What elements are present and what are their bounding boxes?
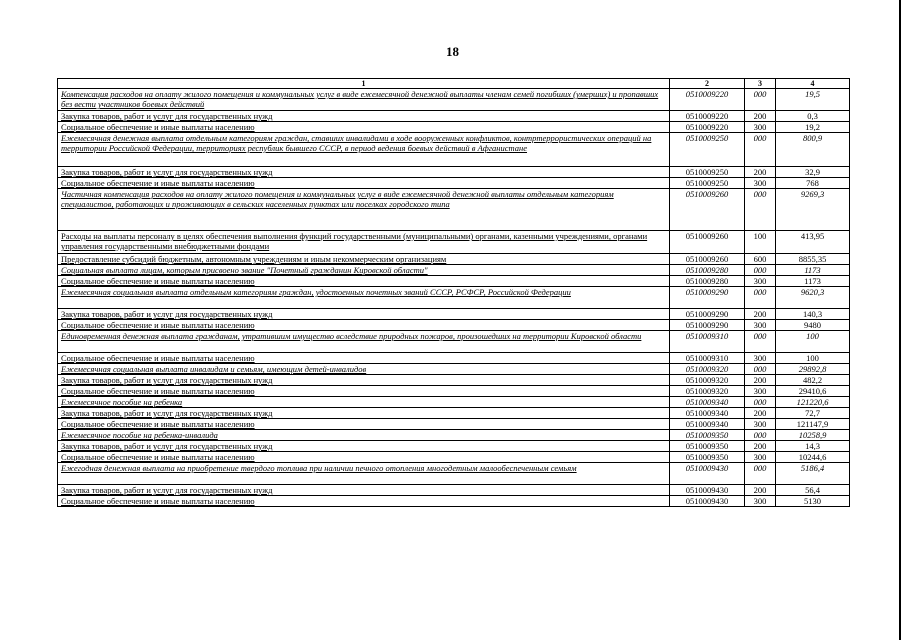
table-row bbox=[58, 287, 850, 309]
row-name-cell bbox=[58, 167, 670, 178]
row-csr-code: 0510009250 bbox=[670, 133, 745, 167]
row-csr-code: 0510009310 bbox=[670, 353, 745, 364]
row-vr-code: 200 bbox=[745, 167, 776, 178]
row-csr-code: 0510009430 bbox=[670, 485, 745, 496]
row-name-cell bbox=[58, 441, 670, 452]
row-vr-code: 000 bbox=[745, 430, 776, 441]
row-csr-code: 0510009220 bbox=[670, 122, 745, 133]
row-csr-code: 0510009290 bbox=[670, 287, 745, 309]
row-name-cell bbox=[58, 331, 670, 353]
row-sum: 8855,35 bbox=[776, 254, 850, 265]
table-row bbox=[58, 452, 850, 463]
table-row bbox=[58, 331, 850, 353]
table-row bbox=[58, 496, 850, 507]
row-name: Социальное обеспечение и иные выплаты населению bbox=[61, 353, 255, 363]
table-row bbox=[58, 111, 850, 122]
row-csr-code: 0510009350 bbox=[670, 441, 745, 452]
row-name-cell bbox=[58, 111, 670, 122]
row-sum: 10244,6 bbox=[776, 452, 850, 463]
row-name-cell bbox=[58, 265, 670, 276]
row-name-cell bbox=[58, 133, 670, 167]
row-name-cell bbox=[58, 353, 670, 364]
row-vr-code: 000 bbox=[745, 364, 776, 375]
row-csr-code: 0510009290 bbox=[670, 320, 745, 331]
row-sum: 100 bbox=[776, 353, 850, 364]
row-name: Закупка товаров, работ и услуг для государственных нужд bbox=[61, 485, 273, 495]
table-row bbox=[58, 309, 850, 320]
table-row bbox=[58, 89, 850, 111]
row-vr-code: 200 bbox=[745, 441, 776, 452]
column-header-sum: 4 bbox=[776, 79, 850, 89]
row-name: Ежемесячное пособие на ребенка bbox=[61, 397, 183, 407]
row-name: Ежемесячное пособие на ребенка-инвалида bbox=[61, 430, 218, 440]
row-name: Социальное обеспечение и иные выплаты населению bbox=[61, 386, 255, 396]
row-name: Социальное обеспечение и иные выплаты населению bbox=[61, 496, 255, 506]
row-vr-code: 300 bbox=[745, 386, 776, 397]
row-csr-code: 0510009430 bbox=[670, 496, 745, 507]
row-name: Расходы на выплаты персоналу в целях обеспечения выполнения функций государственными (муниципальными) органами, казенными учреждениями, органами управления государственными внебюджетными фондами bbox=[61, 231, 648, 251]
row-csr-code: 0510009340 bbox=[670, 419, 745, 430]
row-sum: 413,95 bbox=[776, 231, 850, 254]
row-name-cell bbox=[58, 276, 670, 287]
row-name: Закупка товаров, работ и услуг для государственных нужд bbox=[61, 408, 273, 418]
table-row bbox=[58, 375, 850, 386]
row-sum: 29892,8 bbox=[776, 364, 850, 375]
row-vr-code: 200 bbox=[745, 111, 776, 122]
row-vr-code: 200 bbox=[745, 485, 776, 496]
row-vr-code: 600 bbox=[745, 254, 776, 265]
row-sum: 100 bbox=[776, 331, 850, 353]
row-vr-code: 200 bbox=[745, 309, 776, 320]
row-name: Закупка товаров, работ и услуг для государственных нужд bbox=[61, 375, 273, 385]
row-name: Социальная выплата лицам, которым присвоено звание "Почетный гражданин Кировской области" bbox=[61, 265, 428, 275]
row-name-cell bbox=[58, 178, 670, 189]
row-name: Предоставление субсидий бюджетным, автономным учреждениям и иным некоммерческим организациям bbox=[61, 254, 447, 264]
column-header-name: 1 bbox=[58, 79, 670, 89]
row-name-cell bbox=[58, 231, 670, 254]
table-header-row bbox=[58, 79, 850, 89]
row-vr-code: 300 bbox=[745, 122, 776, 133]
table-row bbox=[58, 320, 850, 331]
row-name: Социальное обеспечение и иные выплаты населению bbox=[61, 276, 255, 286]
row-csr-code: 0510009350 bbox=[670, 452, 745, 463]
table-row bbox=[58, 419, 850, 430]
row-sum: 10258,9 bbox=[776, 430, 850, 441]
row-vr-code: 000 bbox=[745, 463, 776, 485]
row-csr-code: 0510009320 bbox=[670, 386, 745, 397]
row-name-cell bbox=[58, 463, 670, 485]
row-csr-code: 0510009340 bbox=[670, 408, 745, 419]
column-header-vr: 3 bbox=[745, 79, 776, 89]
column-header-csr: 2 bbox=[670, 79, 745, 89]
table-row bbox=[58, 265, 850, 276]
row-csr-code: 0510009320 bbox=[670, 364, 745, 375]
row-sum: 768 bbox=[776, 178, 850, 189]
row-sum: 9269,3 bbox=[776, 189, 850, 231]
table-row bbox=[58, 364, 850, 375]
table-body bbox=[58, 89, 850, 507]
row-vr-code: 300 bbox=[745, 320, 776, 331]
row-name: Ежемесячная социальная выплата отдельным категориям граждан, удостоенных почетных званий СССР, РСФСР, Российской Федерации bbox=[61, 287, 571, 297]
row-vr-code: 100 bbox=[745, 231, 776, 254]
page-edge-line bbox=[899, 0, 901, 640]
row-name-cell bbox=[58, 287, 670, 309]
row-vr-code: 300 bbox=[745, 496, 776, 507]
row-sum: 1173 bbox=[776, 265, 850, 276]
table-row bbox=[58, 353, 850, 364]
row-csr-code: 0510009340 bbox=[670, 397, 745, 408]
row-name: Ежегодная денежная выплата на приобретение твердого топлива при наличии печного отопления многодетным малообеспеченным семьям bbox=[61, 463, 577, 473]
row-name-cell bbox=[58, 309, 670, 320]
row-sum: 121147,9 bbox=[776, 419, 850, 430]
row-sum: 800,9 bbox=[776, 133, 850, 167]
row-csr-code: 0510009220 bbox=[670, 111, 745, 122]
row-csr-code: 0510009250 bbox=[670, 167, 745, 178]
row-csr-code: 0510009280 bbox=[670, 265, 745, 276]
row-name-cell bbox=[58, 397, 670, 408]
row-name-cell bbox=[58, 189, 670, 231]
row-name: Компенсация расходов на оплату жилого помещения и коммунальных услуг в виде ежемесячной денежной выплаты членам семей погибших (умерших) и пропавших без вести участников боевых действий bbox=[61, 89, 659, 109]
row-name-cell bbox=[58, 375, 670, 386]
table-row bbox=[58, 430, 850, 441]
row-name: Социальное обеспечение и иные выплаты населению bbox=[61, 452, 255, 462]
row-csr-code: 0510009250 bbox=[670, 178, 745, 189]
row-csr-code: 0510009350 bbox=[670, 430, 745, 441]
table-row bbox=[58, 397, 850, 408]
row-name-cell bbox=[58, 122, 670, 133]
row-name: Социальное обеспечение и иные выплаты населению bbox=[61, 122, 255, 132]
row-name-cell bbox=[58, 89, 670, 111]
row-name: Частичная компенсация расходов на оплату жилого помещения и коммунальных услуг в виде ежемесячной денежной выплаты отдельным категориям специалистов, работающих и проживающих в сельских населенных пунктах или поселках городского типа bbox=[61, 189, 614, 209]
row-name-cell bbox=[58, 496, 670, 507]
row-name: Социальное обеспечение и иные выплаты населению bbox=[61, 178, 255, 188]
row-vr-code: 000 bbox=[745, 89, 776, 111]
row-vr-code: 000 bbox=[745, 287, 776, 309]
table-row bbox=[58, 441, 850, 452]
table-row bbox=[58, 189, 850, 231]
row-sum: 0,3 bbox=[776, 111, 850, 122]
table-row bbox=[58, 463, 850, 485]
table-row bbox=[58, 254, 850, 265]
row-vr-code: 000 bbox=[745, 397, 776, 408]
row-vr-code: 300 bbox=[745, 419, 776, 430]
row-name: Ежемесячная социальная выплата инвалидам и семьям, имеющим детей-инвалидов bbox=[61, 364, 367, 374]
row-sum: 19,2 bbox=[776, 122, 850, 133]
table-row bbox=[58, 167, 850, 178]
row-sum: 32,9 bbox=[776, 167, 850, 178]
row-name-cell bbox=[58, 452, 670, 463]
row-csr-code: 0510009260 bbox=[670, 231, 745, 254]
row-name: Социальное обеспечение и иные выплаты населению bbox=[61, 419, 255, 429]
row-sum: 19,5 bbox=[776, 89, 850, 111]
table-row bbox=[58, 178, 850, 189]
row-sum: 56,4 bbox=[776, 485, 850, 496]
row-csr-code: 0510009220 bbox=[670, 89, 745, 111]
row-vr-code: 300 bbox=[745, 452, 776, 463]
row-csr-code: 0510009320 bbox=[670, 375, 745, 386]
row-csr-code: 0510009290 bbox=[670, 309, 745, 320]
row-sum: 9480 bbox=[776, 320, 850, 331]
row-vr-code: 300 bbox=[745, 178, 776, 189]
row-name-cell bbox=[58, 408, 670, 419]
row-name-cell bbox=[58, 386, 670, 397]
row-vr-code: 300 bbox=[745, 353, 776, 364]
row-vr-code: 300 bbox=[745, 276, 776, 287]
table-row bbox=[58, 408, 850, 419]
table-row bbox=[58, 122, 850, 133]
row-vr-code: 200 bbox=[745, 408, 776, 419]
row-name-cell bbox=[58, 485, 670, 496]
row-name-cell bbox=[58, 364, 670, 375]
row-sum: 14,3 bbox=[776, 441, 850, 452]
row-sum: 5186,4 bbox=[776, 463, 850, 485]
row-csr-code: 0510009260 bbox=[670, 189, 745, 231]
row-name: Закупка товаров, работ и услуг для государственных нужд bbox=[61, 441, 273, 451]
row-sum: 9620,3 bbox=[776, 287, 850, 309]
row-vr-code: 000 bbox=[745, 133, 776, 167]
table-row bbox=[58, 231, 850, 254]
row-vr-code: 000 bbox=[745, 189, 776, 231]
row-csr-code: 0510009280 bbox=[670, 276, 745, 287]
row-name: Ежемесячная денежная выплата отдельным категориям граждан, ставших инвалидами в ходе вооруженных конфликтов, контртеррористических операций на территории Российской Федерации, территориях республик бывшего СССР, в период ведения боевых действий в Афганистане bbox=[61, 133, 652, 153]
row-csr-code: 0510009310 bbox=[670, 331, 745, 353]
row-name-cell bbox=[58, 254, 670, 265]
page-number: 18 bbox=[446, 44, 459, 59]
row-name: Закупка товаров, работ и услуг для государственных нужд bbox=[61, 167, 273, 177]
row-name: Закупка товаров, работ и услуг для государственных нужд bbox=[61, 309, 273, 319]
row-vr-code: 000 bbox=[745, 265, 776, 276]
row-name: Закупка товаров, работ и услуг для государственных нужд bbox=[61, 111, 273, 121]
row-csr-code: 0510009260 bbox=[670, 254, 745, 265]
row-name-cell bbox=[58, 419, 670, 430]
row-name: Единовременная денежная выплата гражданам, утратившим имущество вследствие природных пожаров, произошедших на территории Кировской области bbox=[61, 331, 642, 341]
row-sum: 29410,6 bbox=[776, 386, 850, 397]
row-sum: 140,3 bbox=[776, 309, 850, 320]
row-name: Социальное обеспечение и иные выплаты населению bbox=[61, 320, 255, 330]
row-sum: 1173 bbox=[776, 276, 850, 287]
table-row bbox=[58, 386, 850, 397]
row-csr-code: 0510009430 bbox=[670, 463, 745, 485]
row-vr-code: 200 bbox=[745, 375, 776, 386]
row-name-cell bbox=[58, 430, 670, 441]
row-sum: 5130 bbox=[776, 496, 850, 507]
row-sum: 121220,6 bbox=[776, 397, 850, 408]
row-sum: 72,7 bbox=[776, 408, 850, 419]
row-vr-code: 000 bbox=[745, 331, 776, 353]
budget-table bbox=[57, 78, 850, 507]
row-sum: 482,2 bbox=[776, 375, 850, 386]
table-row bbox=[58, 276, 850, 287]
table-row bbox=[58, 485, 850, 496]
table-row bbox=[58, 133, 850, 167]
row-name-cell bbox=[58, 320, 670, 331]
